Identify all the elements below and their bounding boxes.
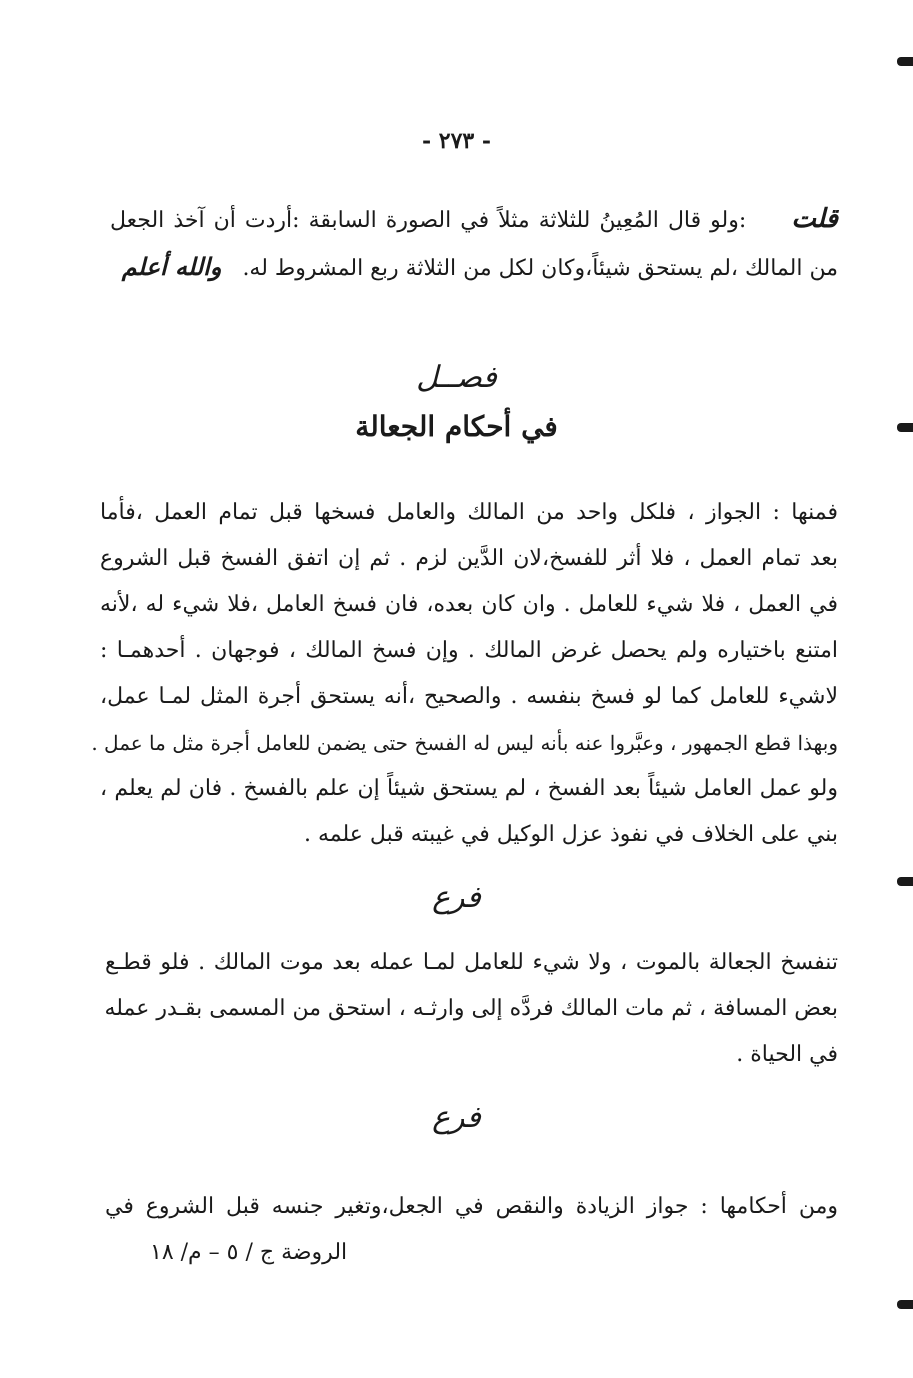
text-line: بعد تمام العمل ، فلا أثر للفسخ،لان الدَّين لزم . ثم إن اتفق الفسخ قبل الشروع	[100, 546, 838, 571]
text-line	[110, 196, 838, 244]
section-title: في أحكام الجعالة	[355, 410, 558, 443]
subsection-paragraph	[105, 940, 838, 1078]
binding-mark	[897, 1300, 913, 1309]
line-text: من المالك ،لم يستحق شيئاً،وكان لكل من الثلاثة ربع المشروط له.	[242, 256, 838, 281]
binding-mark	[897, 57, 913, 66]
text-line: لاشيء للعامل كما لو فسخ بنفسه . والصحيح ،أنه يستحق أجرة المثل لمـا عمل،	[100, 684, 838, 709]
text-line: ومن أحكامها : جواز الزيادة والنقص في الجعل،وتغير جنسه قبل الشروع في	[105, 1194, 838, 1219]
page-number: - ٢٧٣ -	[421, 128, 492, 154]
text-line: امتنع باختياره ولم يحصل غرض المالك . وإن فسخ المالك ، فوجهان . أحدهمـا :	[100, 638, 838, 663]
section-paragraph	[91, 490, 838, 858]
subsection-label: فرع	[432, 880, 481, 915]
text-line	[110, 244, 838, 292]
text-line: في العمل ، فلا شيء للعامل . وان كان بعده، فان فسخ العامل ،فلا شيء له ،لأنه	[100, 592, 838, 617]
qult-paragraph	[110, 196, 838, 292]
printer-signature: الروضة ج / ٥ – م/ ١٨	[150, 1240, 348, 1265]
text-line: بني على الخلاف في نفوذ عزل الوكيل في غيبته قبل علمه .	[304, 822, 838, 847]
text-line: وبهذا قطع الجمهور ، وعبَّروا عنه بأنه ليس له الفسخ حتى يضمن للعامل أجرة مثل ما عمل .	[91, 731, 838, 755]
closing-phrase: والله أعلم	[121, 252, 222, 281]
text-line: في الحياة .	[736, 1042, 838, 1067]
text-line: فمنها : الجواز ، فلكل واحد من المالك والعامل فسخها قبل تمام العمل ،فأما	[100, 500, 838, 525]
section-label: فصــل	[416, 360, 497, 395]
subsection-paragraph	[105, 1184, 838, 1230]
subsection-label: فرع	[432, 1100, 481, 1135]
text-line: بعض المسافة ، ثم مات المالك فردَّه إلى وارثـه ، استحق من المسمى بقـدر عمله	[104, 996, 838, 1021]
lead-word: قلت	[791, 204, 838, 234]
text-line: ولو عمل العامل شيئاً بعد الفسخ ، لم يستحق شيئاً إن علم بالفسخ . فان لم يعلم ،	[100, 776, 838, 801]
text-line: تنفسخ الجعالة بالموت ، ولا شيء للعامل لمـا عمله بعد موت المالك . فلو قطـع	[105, 950, 838, 975]
line-text: :ولو قال المُعِينُ للثلاثة مثلاً في الصورة السابقة :أردت أن آخذ الجعل	[110, 208, 747, 233]
